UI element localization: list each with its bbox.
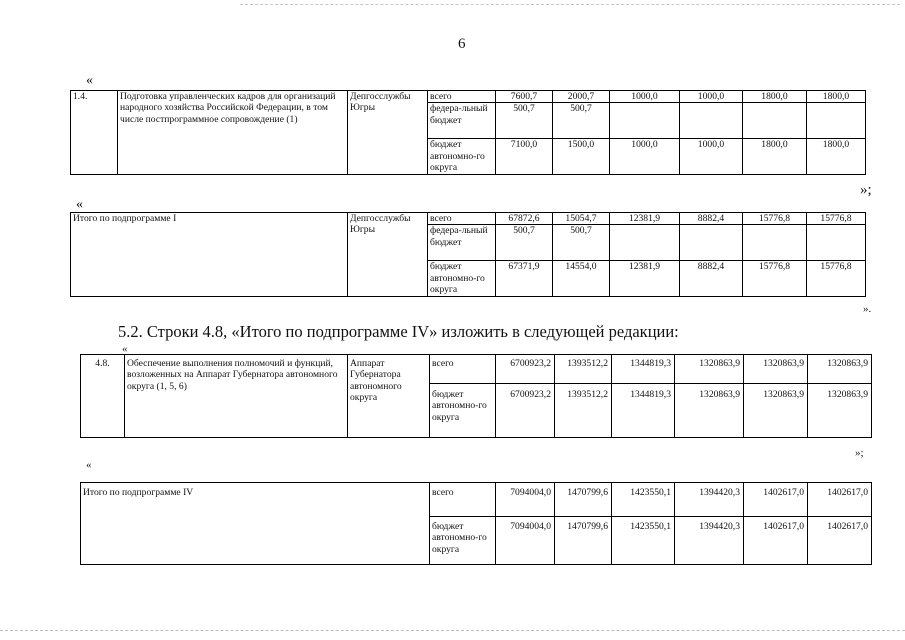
- value-cell: 6700923,2: [496, 355, 555, 384]
- value-cell: 15776,8: [807, 261, 866, 297]
- close-quote: »;: [860, 182, 872, 198]
- value-cell: 1320863,9: [675, 384, 744, 438]
- activity-name: Итого по подпрограмме I: [71, 213, 348, 297]
- table2-row-total: [71, 213, 866, 225]
- table3-row-total: [81, 355, 872, 384]
- value-cell: 15776,8: [743, 213, 807, 225]
- value-cell: [807, 225, 866, 261]
- value-cell: 1402617,0: [744, 483, 808, 517]
- value-cell: 7600,7: [496, 91, 553, 103]
- page-number: 6: [458, 36, 466, 52]
- row-number: 4.8.: [81, 355, 125, 438]
- value-cell: 1394420,3: [675, 517, 744, 565]
- activity-name: Итого по подпрограмме IV: [81, 483, 430, 565]
- value-cell: 15776,8: [743, 261, 807, 297]
- value-cell: 1000,0: [680, 139, 743, 175]
- table1-row-total: [71, 91, 866, 103]
- value-cell: 6700923,2: [496, 384, 555, 438]
- value-cell: 15054,7: [553, 213, 610, 225]
- value-cell: 1344819,3: [612, 384, 675, 438]
- funding-source: бюджет автономно-го округа: [430, 517, 496, 565]
- scan-edge-top: [240, 4, 900, 5]
- value-cell: 1800,0: [807, 139, 866, 175]
- activity-name: Обеспечение выполнения полномочий и функций, возложенных на Аппарат Губернатора автономного округа (1, 5, 6): [125, 355, 348, 438]
- funding-source: бюджет автономно-го округа: [428, 139, 496, 175]
- open-quote: «: [122, 343, 128, 355]
- value-cell: 1423550,1: [612, 483, 675, 517]
- close-quote: »;: [855, 447, 864, 459]
- funding-source: федера-льный бюджет: [428, 225, 496, 261]
- value-cell: 12381,9: [610, 261, 680, 297]
- value-cell: 15776,8: [807, 213, 866, 225]
- value-cell: 1402617,0: [744, 517, 808, 565]
- open-quote: «: [86, 459, 92, 471]
- value-cell: 1320863,9: [808, 355, 872, 384]
- value-cell: 8882,4: [680, 261, 743, 297]
- value-cell: [680, 103, 743, 139]
- funding-source: всего: [428, 91, 496, 103]
- value-cell: [807, 103, 866, 139]
- table-row-1-4: [70, 90, 866, 175]
- value-cell: 1402617,0: [808, 483, 872, 517]
- table-subprogram-4-total: [80, 482, 872, 565]
- value-cell: 1800,0: [807, 91, 866, 103]
- executor: Аппарат Губернатора автономного округа: [348, 355, 430, 438]
- table-subprogram-1-total: [70, 212, 866, 297]
- section-heading: 5.2. Строки 4.8, «Итого по подпрограмме IV» изложить в следующей редакции:: [118, 322, 679, 341]
- value-cell: 1423550,1: [612, 517, 675, 565]
- open-quote: «: [76, 197, 83, 212]
- value-cell: 12381,9: [610, 213, 680, 225]
- value-cell: [680, 225, 743, 261]
- funding-source: всего: [428, 213, 496, 225]
- value-cell: 1470799,6: [555, 483, 612, 517]
- value-cell: 1402617,0: [808, 517, 872, 565]
- funding-source: всего: [430, 483, 496, 517]
- value-cell: 1320863,9: [675, 355, 744, 384]
- value-cell: [743, 225, 807, 261]
- activity-name: Подготовка управленческих кадров для организаций народного хозяйства Российской Федерации, в том числе постпрограммное сопровождение (1): [118, 91, 348, 175]
- value-cell: 1394420,3: [675, 483, 744, 517]
- value-cell: 1800,0: [743, 91, 807, 103]
- value-cell: 1000,0: [610, 91, 680, 103]
- value-cell: 67872,6: [496, 213, 553, 225]
- executor: Депгосслужбы Югры: [348, 213, 428, 297]
- value-cell: 1344819,3: [612, 355, 675, 384]
- funding-source: всего: [430, 355, 496, 384]
- value-cell: 1393512,2: [555, 355, 612, 384]
- value-cell: 1320863,9: [744, 384, 808, 438]
- value-cell: 7100,0: [496, 139, 553, 175]
- value-cell: 500,7: [553, 225, 610, 261]
- table4-row-total: [81, 483, 872, 517]
- value-cell: 1800,0: [743, 139, 807, 175]
- funding-source: бюджет автономно-го округа: [428, 261, 496, 297]
- scan-edge-bottom: [0, 630, 905, 631]
- value-cell: 1320863,9: [744, 355, 808, 384]
- value-cell: 1000,0: [680, 91, 743, 103]
- value-cell: 7094004,0: [496, 517, 555, 565]
- table-row-4-8: [80, 354, 872, 438]
- value-cell: 1470799,6: [555, 517, 612, 565]
- value-cell: 2000,7: [553, 91, 610, 103]
- close-quote: ».: [863, 303, 872, 315]
- value-cell: 1500,0: [553, 139, 610, 175]
- value-cell: 500,7: [553, 103, 610, 139]
- value-cell: 1000,0: [610, 139, 680, 175]
- value-cell: 1393512,2: [555, 384, 612, 438]
- value-cell: 8882,4: [680, 213, 743, 225]
- value-cell: 7094004,0: [496, 483, 555, 517]
- value-cell: 1320863,9: [808, 384, 872, 438]
- value-cell: 500,7: [496, 103, 553, 139]
- value-cell: [743, 103, 807, 139]
- funding-source: бюджет автономно-го округа: [430, 384, 496, 438]
- value-cell: 14554,0: [553, 261, 610, 297]
- funding-source: федера-льный бюджет: [428, 103, 496, 139]
- executor: Депгосслужбы Югры: [348, 91, 428, 175]
- open-quote: «: [86, 73, 93, 88]
- value-cell: 67371,9: [496, 261, 553, 297]
- value-cell: [610, 225, 680, 261]
- value-cell: 500,7: [496, 225, 553, 261]
- row-number: 1.4.: [71, 91, 118, 175]
- value-cell: [610, 103, 680, 139]
